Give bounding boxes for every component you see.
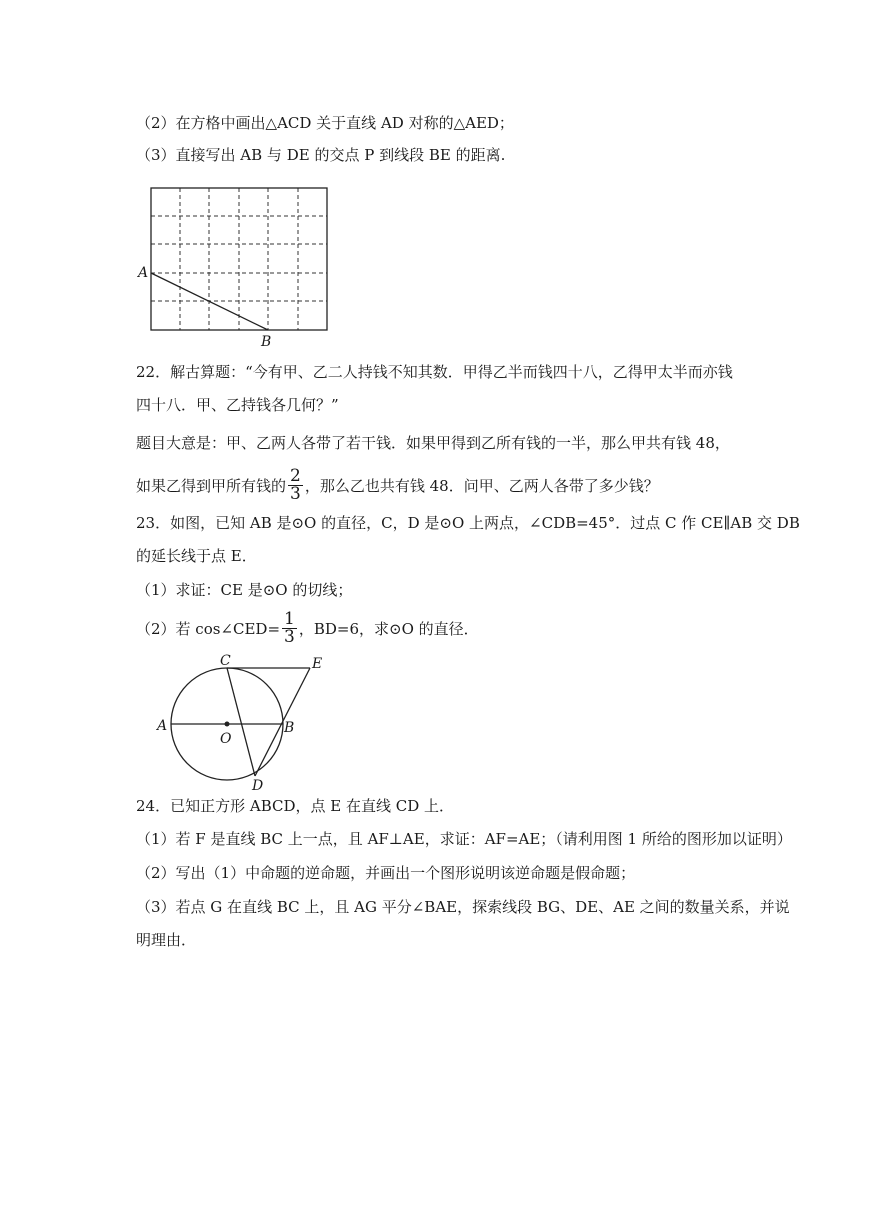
q22-fraction <box>288 465 303 504</box>
q24-part1: （1）若 F 是直线 BC 上一点，且 AF⊥AE，求证：AF=AE；（请利用图 1 所给的图形加以证明） <box>136 830 792 848</box>
circle-label-o: O <box>220 731 232 747</box>
q24-part3: （3）若点 G 在直线 BC 上，且 AG 平分∠BAE，探索线段 BG、DE、AE 之间的数量关系，并说 <box>136 898 790 916</box>
q24-line1: 24．已知正方形 ABCD，点 E 在直线 CD 上． <box>136 797 455 815</box>
q23-line2: 的延长线于点 E． <box>136 547 257 565</box>
circle-label-d: D <box>252 778 264 792</box>
circle-label-e: E <box>312 656 323 672</box>
q22-line4-post: ，那么乙也共有钱 48．问甲、乙两人各带了多少钱？ <box>304 477 659 495</box>
q24-part2: （2）写出（1）中命题的逆命题，并画出一个图形说明该逆命题是假命题； <box>136 864 636 882</box>
q23-part2-post: ，BD=6，求⊙O 的直径． <box>298 620 479 638</box>
q23-line1: 23．如图，已知 AB 是⊙O 的直径，C，D 是⊙O 上两点，∠CDB=45°．过点 C 作 CE∥AB 交 DB <box>136 514 800 532</box>
q21-part2: （2）在方格中画出△ACD 关于直线 AD 对称的△AED； <box>136 114 514 132</box>
circle-label-b: B <box>284 720 295 736</box>
q23-frac-den: 3 <box>284 626 295 647</box>
q22-line2: 四十八．甲、乙持钱各几何？” <box>136 396 339 414</box>
grid-label-a: A <box>138 265 149 281</box>
q23-frac-num: 1 <box>284 608 295 629</box>
q22-line4 <box>136 466 659 506</box>
center-dot-o <box>225 722 230 727</box>
q22-line1: 22．解古算题：“今有甲、乙二人持钱不知其数．甲得乙半而钱四十八，乙得甲太半而亦钱 <box>136 363 733 381</box>
q23-fraction <box>282 608 297 647</box>
q23-part2-pre: （2）若 cos∠CED= <box>136 620 281 638</box>
q21-part3: （3）直接写出 AB 与 DE 的交点 P 到线段 BE 的距离. <box>136 146 506 164</box>
q24-part3-cont: 明理由． <box>136 931 197 949</box>
q22-line4-pre: 如果乙得到甲所有钱的 <box>136 477 287 495</box>
q22-frac-den: 3 <box>290 483 301 504</box>
q23-part1: （1）求证：CE 是⊙O 的切线； <box>136 581 353 599</box>
circle-label-a: A <box>157 718 168 734</box>
segment-cd <box>227 668 255 776</box>
q22-frac-num: 2 <box>290 465 301 486</box>
q22-line3: 题目大意是：甲、乙两人各带了若干钱．如果甲得到乙所有钱的一半，那么甲共有钱 48， <box>136 434 730 452</box>
grid-figure <box>135 182 335 350</box>
circle-figure <box>150 652 340 792</box>
segment-de <box>255 668 310 776</box>
circle-label-c: C <box>220 653 231 669</box>
grid-dashed-lines <box>151 188 327 330</box>
q23-part2 <box>136 609 479 649</box>
grid-label-b: B <box>261 334 272 350</box>
